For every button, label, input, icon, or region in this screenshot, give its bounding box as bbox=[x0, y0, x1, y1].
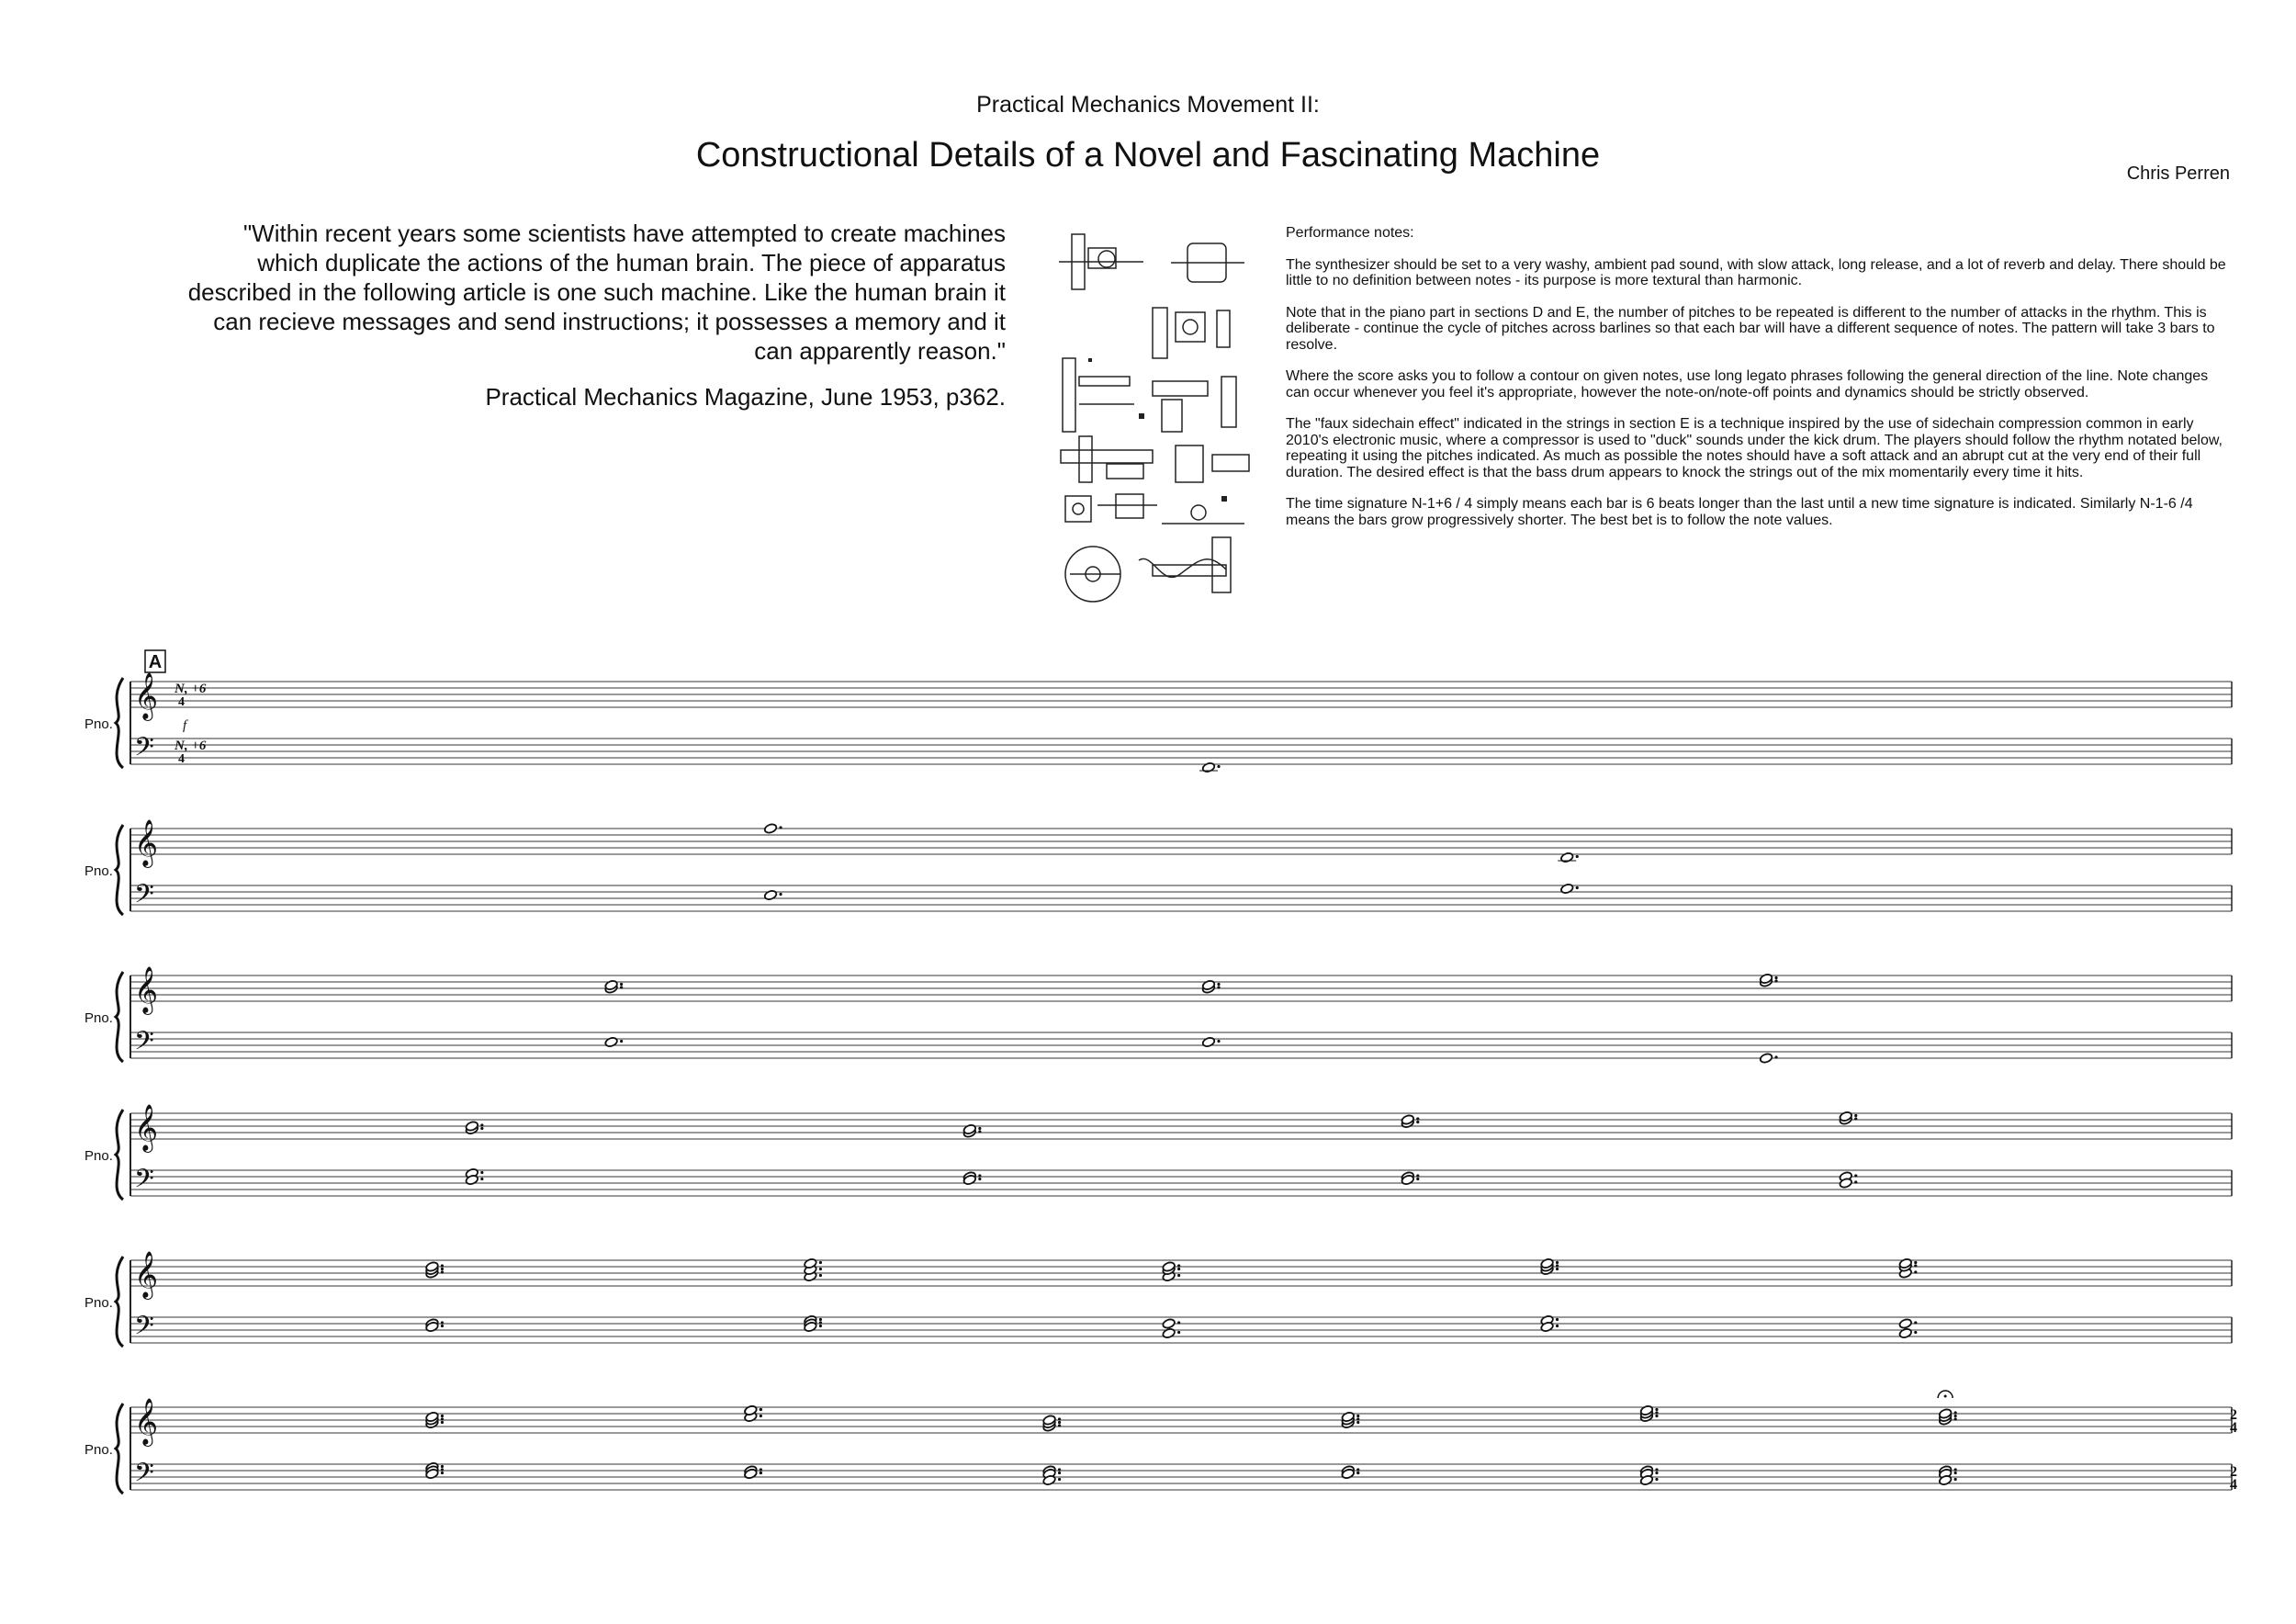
bass-clef-icon: 𝄢 bbox=[134, 1458, 154, 1494]
treble-dot bbox=[620, 986, 623, 988]
treble-dot bbox=[1356, 1415, 1359, 1417]
treble-dot bbox=[978, 1127, 981, 1130]
instrument-label: Pno. bbox=[84, 1442, 113, 1458]
bass-dot bbox=[1058, 1472, 1061, 1474]
bass-dot bbox=[441, 1321, 444, 1324]
treble-dot bbox=[1655, 1408, 1658, 1411]
treble-dot bbox=[760, 1415, 762, 1417]
treble-dot bbox=[1058, 1424, 1061, 1427]
bass-dot bbox=[1356, 1468, 1359, 1471]
piano-brace bbox=[116, 1110, 123, 1200]
treble-dot bbox=[1217, 983, 1220, 986]
treble-dot bbox=[1576, 855, 1579, 858]
piano-brace bbox=[116, 972, 123, 1062]
bass-clef-icon: 𝄢 bbox=[134, 732, 154, 769]
bass-dot bbox=[1356, 1472, 1359, 1474]
bass-dot bbox=[1655, 1468, 1658, 1471]
treble-dot bbox=[1914, 1261, 1917, 1264]
performance-note: Note that in the piano part in sections D and E, the number of pitches to be repeated is different to the number of attacks in the rhythm. This is deliberate - continue the cycle of pitches across barlines so that each bar will have a different sequence of notes. The pattern will take 3 bars to resolve. bbox=[1286, 304, 2215, 353]
treble-dot bbox=[1854, 1117, 1857, 1120]
treble-notehead bbox=[1560, 851, 1574, 863]
bass-dot bbox=[1217, 765, 1220, 768]
bass-dot bbox=[1774, 1055, 1777, 1058]
bass-dot bbox=[819, 1318, 822, 1321]
fermata-dot bbox=[1944, 1395, 1947, 1398]
bass-dot bbox=[1655, 1472, 1658, 1474]
treble-dot bbox=[441, 1417, 444, 1420]
performance-note: The time signature N-1+6 / 4 simply means each bar is 6 beats longer than the last until a new time signature is indicated. Similarly N-1-6 /4 means the bars grow progressively shorter. The best bet is to follow the note values. bbox=[1286, 496, 2193, 528]
treble-dot bbox=[441, 1264, 444, 1267]
treble-dot bbox=[1655, 1415, 1658, 1417]
bass-final-time-numerator: 2 bbox=[2230, 1464, 2237, 1480]
bass-dot bbox=[1217, 1040, 1220, 1043]
bass-clef-icon: 𝄢 bbox=[134, 1311, 154, 1348]
treble-dot bbox=[1356, 1421, 1359, 1424]
bass-clef-icon: 𝄢 bbox=[134, 879, 154, 916]
treble-time-signature-numerator: N, +6 bbox=[174, 682, 207, 696]
treble-dot bbox=[441, 1268, 444, 1270]
treble-dot bbox=[1954, 1411, 1957, 1414]
epigraph-line: which duplicate the actions of the human brain. The piece of apparatus bbox=[257, 249, 1006, 276]
bass-notehead bbox=[1201, 1036, 1215, 1047]
bass-dot bbox=[978, 1174, 981, 1177]
bass-dot bbox=[1576, 886, 1579, 889]
treble-dot bbox=[1177, 1274, 1180, 1277]
bass-dot bbox=[1914, 1321, 1917, 1324]
treble-clef-icon: 𝄞 bbox=[134, 1398, 159, 1445]
instrument-label: Pno. bbox=[84, 1148, 113, 1164]
bass-dot bbox=[441, 1472, 444, 1474]
bass-dot bbox=[1655, 1478, 1658, 1481]
bass-dot bbox=[480, 1171, 483, 1174]
performance-notes-heading: Performance notes: bbox=[1286, 225, 1414, 241]
bass-dot bbox=[760, 1472, 762, 1474]
piano-brace bbox=[116, 825, 123, 915]
bass-dot bbox=[1416, 1178, 1419, 1180]
treble-dot bbox=[1556, 1261, 1559, 1264]
treble-dot bbox=[1177, 1268, 1180, 1270]
treble-clef-icon: 𝄞 bbox=[134, 966, 159, 1013]
piano-brace bbox=[116, 678, 123, 768]
bass-dot bbox=[819, 1325, 822, 1327]
performance-note: The synthesizer should be set to a very washy, ambient pad sound, with slow attack, long release, and a lot of reverb and delay. There should be little to no definition between notes - its purpose is more textural than harmonic. bbox=[1286, 256, 2226, 288]
treble-dot bbox=[1854, 1114, 1857, 1117]
treble-dot bbox=[1556, 1264, 1559, 1267]
treble-clef-icon: 𝄞 bbox=[134, 1251, 159, 1298]
bass-time-signature-denominator: 4 bbox=[178, 752, 185, 766]
bass-dot bbox=[480, 1178, 483, 1180]
treble-dot bbox=[1774, 979, 1777, 982]
bass-dot bbox=[1914, 1331, 1917, 1334]
bass-dot bbox=[1556, 1325, 1559, 1327]
bass-notehead bbox=[1759, 1053, 1773, 1064]
bass-notehead bbox=[1560, 883, 1574, 894]
bass-notehead bbox=[1898, 1318, 1912, 1329]
instrument-label: Pno. bbox=[84, 1010, 113, 1026]
bass-dot bbox=[1954, 1478, 1957, 1481]
epigraph-quote bbox=[138, 219, 1006, 366]
piece-subtitle: Practical Mechanics Movement II: bbox=[976, 92, 1320, 118]
treble-dot bbox=[978, 1130, 981, 1133]
bass-clef-icon: 𝄢 bbox=[134, 1026, 154, 1063]
epigraph-line: "Within recent years some scientists have attempted to create machines bbox=[242, 220, 1006, 247]
treble-dot bbox=[1058, 1417, 1061, 1420]
treble-dot bbox=[441, 1270, 444, 1273]
machine-diagram-image bbox=[1052, 220, 1254, 611]
treble-dot bbox=[1416, 1117, 1419, 1120]
epigraph-line: described in the following article is one such machine. Like the human brain it bbox=[187, 278, 1006, 306]
treble-notehead bbox=[763, 823, 777, 834]
treble-dot bbox=[1655, 1411, 1658, 1414]
performance-note: The "faux sidechain effect" indicated in the strings in section E is a technique inspired by the use of sidechain compression common in early 2010's electronic music, where a compressor is used to "duck" sounds under the kick drum. The players should follow the rhythm notated below, repeating it using the pitches indicated. As much as possible the notes should have a soft attack and an abrupt cut at the very end of their full duration. The desired effect is that the bass drum appears to knock the strings out of the mix momentarily every time it hits. bbox=[1286, 416, 2223, 480]
treble-dot bbox=[1356, 1417, 1359, 1420]
piano-brace bbox=[116, 1404, 123, 1494]
instrument-label: Pno. bbox=[84, 863, 113, 879]
treble-dot bbox=[1954, 1417, 1957, 1420]
treble-dot bbox=[779, 826, 782, 829]
bass-final-time-denominator: 4 bbox=[2230, 1477, 2237, 1493]
bass-time-signature-numerator: N, +6 bbox=[174, 739, 207, 753]
treble-dot bbox=[1954, 1415, 1957, 1417]
treble-dot bbox=[760, 1408, 762, 1411]
treble-dot bbox=[620, 983, 623, 986]
instrument-label: Pno. bbox=[84, 1295, 113, 1311]
bass-dot bbox=[1058, 1468, 1061, 1471]
bass-notehead bbox=[1162, 1327, 1176, 1338]
bass-dot bbox=[978, 1178, 981, 1180]
composer-name: Chris Perren bbox=[2126, 164, 2230, 184]
bass-dot bbox=[1854, 1174, 1857, 1177]
epigraph-citation: Practical Mechanics Magazine, June 1953, p362. bbox=[485, 383, 1006, 411]
bass-dot bbox=[441, 1465, 444, 1468]
piece-title: Constructional Details of a Novel and Fascinating Machine bbox=[695, 136, 1601, 175]
treble-dot bbox=[819, 1274, 822, 1277]
piano-brace bbox=[116, 1257, 123, 1347]
treble-dot bbox=[819, 1261, 822, 1264]
treble-clef-icon: 𝄞 bbox=[134, 672, 159, 719]
treble-dot bbox=[1416, 1121, 1419, 1123]
performance-notes bbox=[1286, 225, 2232, 544]
bass-notehead bbox=[763, 889, 777, 900]
treble-dot bbox=[480, 1127, 483, 1130]
epigraph-line: can apparently reason." bbox=[754, 337, 1006, 365]
bass-dot bbox=[1556, 1318, 1559, 1321]
rehearsal-mark: A bbox=[148, 652, 163, 672]
dynamic-marking: f bbox=[183, 718, 187, 733]
treble-dot bbox=[1914, 1270, 1917, 1273]
treble-final-time-numerator: 2 bbox=[2230, 1407, 2237, 1423]
treble-dot bbox=[1774, 976, 1777, 979]
bass-dot bbox=[441, 1468, 444, 1471]
bass-dot bbox=[1954, 1472, 1957, 1474]
treble-dot bbox=[441, 1421, 444, 1424]
treble-dot bbox=[480, 1123, 483, 1126]
treble-clef-icon: 𝄞 bbox=[134, 819, 159, 866]
bass-clef-icon: 𝄢 bbox=[134, 1164, 154, 1201]
bass-dot bbox=[1177, 1321, 1180, 1324]
bass-dot bbox=[819, 1321, 822, 1324]
bass-notehead bbox=[604, 1036, 618, 1047]
treble-time-signature-denominator: 4 bbox=[178, 695, 185, 709]
bass-dot bbox=[1416, 1174, 1419, 1177]
bass-dot bbox=[1058, 1478, 1061, 1481]
bass-notehead bbox=[1898, 1327, 1912, 1338]
treble-dot bbox=[1177, 1264, 1180, 1267]
bass-dot bbox=[441, 1325, 444, 1327]
instrument-label: Pno. bbox=[84, 716, 113, 732]
bass-dot bbox=[1177, 1331, 1180, 1334]
bass-dot bbox=[1954, 1468, 1957, 1471]
treble-dot bbox=[819, 1268, 822, 1270]
treble-clef-icon: 𝄞 bbox=[134, 1104, 159, 1151]
bass-dot bbox=[620, 1040, 623, 1043]
piano-score bbox=[0, 634, 2296, 1624]
treble-dot bbox=[1217, 986, 1220, 988]
treble-dot bbox=[1914, 1264, 1917, 1267]
treble-dot bbox=[1058, 1421, 1061, 1424]
bass-dot bbox=[1854, 1180, 1857, 1183]
bass-notehead bbox=[1201, 761, 1215, 773]
bass-notehead bbox=[1162, 1318, 1176, 1329]
epigraph-line: can recieve messages and send instructions; it possesses a memory and it bbox=[213, 308, 1006, 335]
performance-note: Where the score asks you to follow a contour on given notes, use long legato phrases following the general direction of the line. Note changes can occur whenever you feel it's appropriate, however the note-on/note-off points and dynamics should be strictly observed. bbox=[1286, 368, 2209, 400]
bass-dot bbox=[779, 893, 782, 896]
treble-final-time-denominator: 4 bbox=[2230, 1420, 2237, 1436]
bass-dot bbox=[760, 1468, 762, 1471]
treble-dot bbox=[441, 1415, 444, 1417]
treble-dot bbox=[1556, 1268, 1559, 1270]
